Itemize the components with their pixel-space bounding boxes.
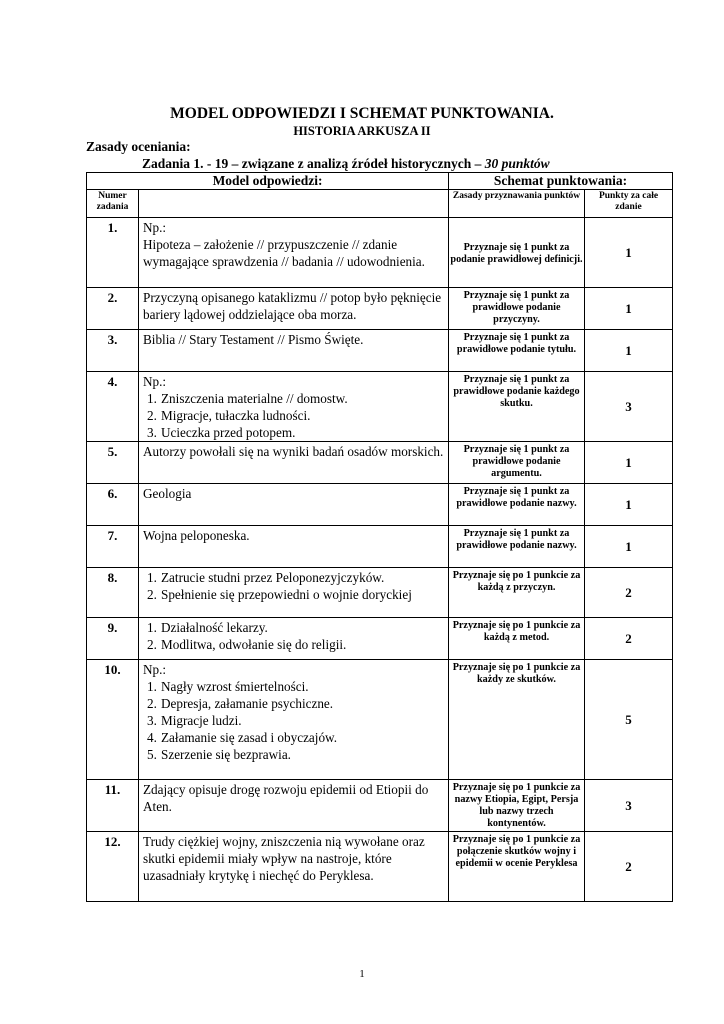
answer-line: Autorzy powołali się na wyniki badań osadów morskich.: [143, 444, 444, 459]
page-title: MODEL ODPOWIEDZI I SCHEMAT PUNKTOWANIA.: [170, 105, 554, 122]
list-item-text: Załamanie się zasad i obyczajów.: [161, 730, 337, 745]
scoring-rule: Przyznaje się po 1 punkcie za nazwy Etiopia, Egipt, Persja lub nazwy trzech kontynentów.: [449, 780, 585, 832]
task-points: 1: [585, 330, 673, 372]
list-item-text: Migracje, tułaczka ludności.: [161, 408, 311, 423]
answer-line: Przyczyną opisanego kataklizmu // potop było pęknięcie bariery lądowej oddzielające oba morza.: [143, 290, 442, 322]
list-item-text: Zatrucie studni przez Peloponezyjczyków.: [161, 570, 385, 585]
answer-line: Geologia: [143, 486, 192, 501]
answer-list-item: [143, 636, 448, 653]
model-answer: [139, 218, 449, 288]
answer-list: [143, 619, 448, 653]
list-marker: 1.: [147, 570, 157, 585]
answer-list-item: [143, 586, 448, 603]
list-item-text: Modlitwa, odwołanie się do religii.: [161, 637, 347, 652]
number-header: Numer zadania: [87, 190, 139, 218]
task-number: 6.: [87, 484, 139, 526]
table-row: [87, 780, 673, 832]
answer-intro: Np.:: [143, 374, 167, 389]
answer-list-item: [143, 678, 448, 695]
answer-line: Hipoteza – założenie // przypuszczenie // zdanie wymagające sprawdzenia // badania // udowodnienia.: [143, 237, 425, 269]
list-item-text: Szerzenie się bezprawia.: [161, 747, 291, 762]
task-points: 2: [585, 568, 673, 618]
list-marker: 1.: [147, 679, 157, 694]
answer-list-item: [143, 619, 448, 636]
points-header: Punkty za całe zdanie: [585, 190, 673, 218]
answer-intro: Np.:: [143, 662, 167, 677]
answer-list-item: [143, 695, 448, 712]
scoring-rule: Przyznaje się po 1 punkcie za każdy ze skutków.: [449, 660, 585, 780]
table-row: [87, 660, 673, 780]
model-answer: [139, 288, 449, 330]
answer-list: [143, 390, 448, 441]
scoring-rule: Przyznaje się 1 punkt za prawidłowe podanie nazwy.: [449, 484, 585, 526]
task-points: 5: [585, 660, 673, 780]
scoring-rule: Przyznaje się 1 punkt za prawidłowe podanie nazwy.: [449, 526, 585, 568]
task-number: 10.: [87, 660, 139, 780]
list-item-text: Zniszczenia materialne // domostw.: [161, 391, 348, 406]
task-number: 2.: [87, 288, 139, 330]
task-points: 2: [585, 832, 673, 902]
answer-table: [86, 172, 673, 902]
answer-line: Trudy ciężkiej wojny, zniszczenia nią wywołane oraz skutki epidemii miały wpływ na nastroje, które uzasadniały krytykę i niechęć do Peryklesa.: [143, 834, 425, 883]
task-points: 1: [585, 218, 673, 288]
answer-line: Wojna peloponeska.: [143, 528, 250, 543]
table-row: [87, 832, 673, 902]
answer-list-item: [143, 424, 448, 441]
list-item-text: Depresja, załamanie psychiczne.: [161, 696, 334, 711]
scoring-rule: Przyznaje się 1 punkt za prawidłowe podanie każdego skutku.: [449, 372, 585, 442]
model-answer: [139, 780, 449, 832]
model-answer: [139, 660, 449, 780]
table-row: [87, 526, 673, 568]
task-points: 1: [585, 526, 673, 568]
task-points: 1: [585, 442, 673, 484]
rules-heading: Zasady oceniania:: [86, 139, 191, 154]
model-subheader-empty: [139, 190, 449, 218]
answer-list-item: [143, 407, 448, 424]
list-marker: 2.: [147, 696, 157, 711]
answer-list-item: [143, 729, 448, 746]
list-item-text: Ucieczka przed potopem.: [161, 425, 296, 440]
table-row: [87, 288, 673, 330]
task-number: 4.: [87, 372, 139, 442]
scoring-rule: Przyznaje się 1 punkt za podanie prawidłowej definicji.: [449, 218, 585, 288]
list-marker: 3.: [147, 425, 157, 440]
scoring-rule: Przyznaje się po 1 punkcie za każdą z metod.: [449, 618, 585, 660]
table-row: [87, 442, 673, 484]
page-number: 1: [359, 968, 365, 980]
scoring-rule: Przyznaje się 1 punkt za prawidłowe podanie przyczyny.: [449, 288, 585, 330]
model-answer: [139, 526, 449, 568]
header-row-1: [87, 173, 673, 190]
task-number: 7.: [87, 526, 139, 568]
answer-list: [143, 678, 448, 763]
scoring-rule: Przyznaje się 1 punkt za prawidłowe podanie tytułu.: [449, 330, 585, 372]
answer-line: Np.:: [143, 220, 167, 235]
task-number: 11.: [87, 780, 139, 832]
list-marker: 1.: [147, 620, 157, 635]
task-points: 3: [585, 780, 673, 832]
model-answer: [139, 832, 449, 902]
rules-header: Zasady przyznawania punktów: [449, 190, 585, 218]
answer-line: Zdający opisuje drogę rozwoju epidemii od Etiopii do Aten.: [143, 782, 429, 814]
list-item-text: Działalność lekarzy.: [161, 620, 268, 635]
list-marker: 2.: [147, 408, 157, 423]
list-item-text: Spełnienie się przepowiedni o wojnie doryckiej: [161, 587, 412, 602]
table-row: [87, 568, 673, 618]
table-row: [87, 330, 673, 372]
model-answer: [139, 330, 449, 372]
task-points: 1: [585, 288, 673, 330]
list-item-text: Nagły wzrost śmiertelności.: [161, 679, 309, 694]
list-item-text: Migracje ludzi.: [161, 713, 242, 728]
list-marker: 1.: [147, 391, 157, 406]
answer-list-item: [143, 712, 448, 729]
answer-list-item: [143, 746, 448, 763]
answer-list-item: [143, 390, 448, 407]
task-points: 2: [585, 618, 673, 660]
model-answer: [139, 484, 449, 526]
task-number: 1.: [87, 218, 139, 288]
task-number: 3.: [87, 330, 139, 372]
list-marker: 2.: [147, 587, 157, 602]
answer-list-item: [143, 569, 448, 586]
page-subtitle: HISTORIA ARKUSZA II: [293, 124, 431, 138]
model-answer: [139, 442, 449, 484]
task-number: 9.: [87, 618, 139, 660]
model-answer: [139, 618, 449, 660]
schema-header: Schemat punktowania:: [449, 173, 673, 190]
list-marker: 5.: [147, 747, 157, 762]
model-answer: [139, 568, 449, 618]
list-marker: 2.: [147, 637, 157, 652]
task-points: 3: [585, 372, 673, 442]
list-marker: 4.: [147, 730, 157, 745]
scoring-rule: Przyznaje się po 1 punkcie za każdą z przyczyn.: [449, 568, 585, 618]
model-answer: [139, 372, 449, 442]
tasks-label: Zadania 1. - 19 – związane z analizą źródeł historycznych –: [142, 156, 485, 171]
tasks-points: 30 punktów: [484, 156, 550, 171]
list-marker: 3.: [147, 713, 157, 728]
task-points: 1: [585, 484, 673, 526]
answer-table-body: [87, 173, 673, 902]
scoring-rule: Przyznaje się 1 punkt za prawidłowe podanie argumentu.: [449, 442, 585, 484]
header-row-2: [87, 190, 673, 218]
table-row: [87, 372, 673, 442]
table-row: [87, 618, 673, 660]
task-number: 8.: [87, 568, 139, 618]
tasks-heading: [142, 156, 550, 172]
answer-line: Biblia // Stary Testament // Pismo Święte.: [143, 332, 364, 347]
model-header: Model odpowiedzi:: [87, 173, 449, 190]
table-row: [87, 218, 673, 288]
task-number: 12.: [87, 832, 139, 902]
task-number: 5.: [87, 442, 139, 484]
scoring-rule: Przyznaje się po 1 punkcie za połączenie skutków wojny i epidemii w ocenie Peryklesa: [449, 832, 585, 902]
table-row: [87, 484, 673, 526]
answer-list: [143, 569, 448, 603]
